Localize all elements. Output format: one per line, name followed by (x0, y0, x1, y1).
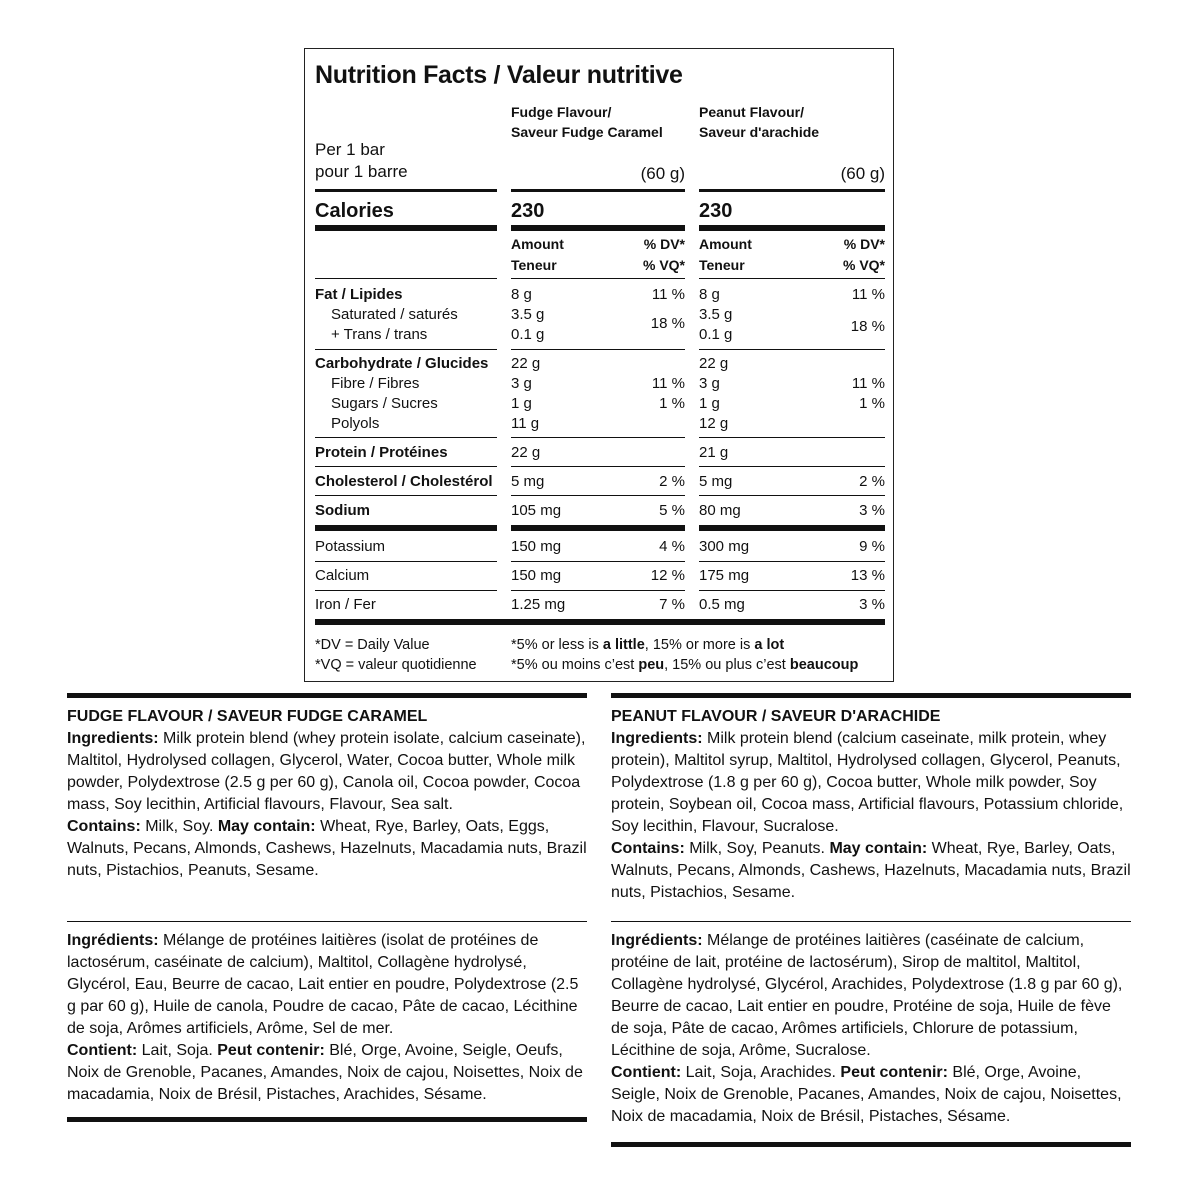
col2-serving-size: (60 g) (840, 164, 885, 183)
panel-rule (67, 693, 587, 698)
serving-en: Per 1 bar (315, 140, 385, 159)
row-fibre-c2: 3 g (699, 375, 720, 392)
row-sugars-label: Sugars / Sucres (331, 395, 438, 412)
text: Wheat, Rye, Barley, Oats, Walnuts, Pecans, Almonds, Cashews, Hazelnuts, Macadamia nuts, Brazil nuts, Pistachios, Sesame. (611, 840, 1131, 901)
rule-thick (511, 225, 685, 231)
rule (699, 278, 885, 279)
row-trans-label: + Trans / trans (331, 326, 428, 343)
row-fibre-c1dv: 11 % (651, 375, 685, 392)
label-bold: Contains: (611, 840, 685, 857)
peanut-contains-fr (611, 1062, 1131, 1128)
rule (699, 189, 885, 192)
row-chol-c2: 5 mg (699, 473, 733, 490)
label-bold: Ingrédients: (67, 932, 159, 949)
row-chol-c2dv: 2 % (859, 473, 885, 490)
row-iron-label: Iron / Fer (315, 596, 376, 613)
row-sat-label: Saturated / saturés (331, 306, 458, 323)
fudge-ingredients-panel (67, 706, 587, 882)
rule (315, 349, 497, 350)
label-bold: Contient: (67, 1042, 138, 1059)
footnote-scale-fr (511, 656, 858, 674)
row-sattrans-c2dv: 18 % (850, 318, 885, 335)
row-calcium-label: Calcium (315, 567, 370, 584)
serving-fr: pour 1 barre (315, 162, 408, 181)
rule (315, 495, 497, 496)
footnote-dv-en: *DV = Daily Value (315, 637, 430, 653)
panel-rule (67, 1117, 587, 1122)
footnote-text: *5% ou moins c’est (511, 657, 639, 673)
col1-amount-en: Amount (511, 236, 564, 252)
row-fat-c2: 8 g (699, 286, 720, 303)
rule (315, 561, 497, 562)
text: Mélange de protéines laitières (isolat de protéines de lactosérum, caséinate de calcium), Maltitol, Collagène hydrolysé, Glycérol, Eau, Beurre de cacao, Lait entier en poudre, Polydextrose (2.5 g par 60 g), Huile de canola, Poudre de cacao, Pâte de cacao, Lécithine de soja, Arômes artificiels, Arôme, Sel de mer. (67, 932, 579, 1037)
label-bold: May contain: (829, 840, 928, 857)
panel-rule (611, 1142, 1131, 1147)
col2-dv-fr: % VQ* (842, 257, 885, 273)
panel-divider (67, 921, 587, 922)
row-polyols-c2: 12 g (699, 415, 729, 432)
footnote-text: *5% or less is (511, 637, 603, 653)
footnote-bold: beaucoup (789, 657, 859, 673)
row-sat-c2: 3.5 g (699, 306, 733, 323)
label-bold: Contient: (611, 1064, 682, 1081)
rule (511, 278, 685, 279)
row-calcium-c2: 175 mg (699, 567, 750, 584)
peanut-ingredients-fr (611, 930, 1131, 1062)
rule (315, 189, 497, 192)
nutrition-facts-table (304, 48, 894, 682)
row-calcium-c1: 150 mg (511, 567, 562, 584)
rule (699, 466, 885, 467)
rule (511, 189, 685, 192)
rule-thick (699, 525, 885, 531)
fudge-ingredients-en (67, 728, 587, 816)
row-potassium-c1dv: 4 % (659, 538, 685, 555)
label-bold: Peut contenir: (217, 1042, 325, 1059)
rule (699, 495, 885, 496)
row-sugars-c2dv: 1 % (859, 395, 885, 412)
footnote-text: , 15% ou plus c’est (664, 657, 790, 673)
row-fat-c2dv: 11 % (851, 286, 885, 303)
rule-thick (699, 225, 885, 231)
row-fat-c1dv: 11 % (651, 286, 685, 303)
text: Lait, Soja, Arachides. (681, 1064, 841, 1081)
footnote-dv-fr: *VQ = valeur quotidienne (315, 657, 477, 673)
rule (699, 349, 885, 350)
rule (511, 349, 685, 350)
rule (511, 495, 685, 496)
row-trans-c2: 0.1 g (699, 326, 733, 343)
rule (699, 561, 885, 562)
text: Blé, Orge, Avoine, Seigle, Noix de Grenoble, Pacanes, Amandes, Noix de cajou, Noisettes, Noix de macadamia, Noix de Brésil, Pistaches, Sésame. (611, 1064, 1122, 1125)
row-protein-c2: 21 g (699, 444, 729, 461)
col1-amount-fr: Teneur (511, 257, 557, 273)
label-bold: May contain: (217, 818, 316, 835)
rule-thick (315, 619, 885, 625)
row-fat-label: Fat / Lipides (315, 286, 403, 303)
row-iron-c1: 1.25 mg (511, 596, 566, 613)
rule (511, 561, 685, 562)
label-bold: Peut contenir: (840, 1064, 948, 1081)
row-potassium-c2dv: 9 % (859, 538, 885, 555)
col2-dv-en: % DV* (843, 236, 885, 252)
row-chol-c1: 5 mg (511, 473, 545, 490)
row-sugars-c1dv: 1 % (659, 395, 685, 412)
peanut-heading: PEANUT FLAVOUR / SAVEUR D'ARACHIDE (611, 708, 941, 725)
row-chol-c1dv: 2 % (659, 473, 685, 490)
label-bold: Ingrédients: (611, 932, 703, 949)
col2-calories: 230 (699, 200, 733, 222)
text: Mélange de protéines laitières (caséinate de calcium, protéine de lait, protéine de lactosérum), Sirop de maltitol, Maltitol, Collagène hydrolysé, Glycérol, Arachides, Polydextrose (1.8 g par 60 g), Beurre de cacao, Lait entier en poudre, Protéine de soja, Huile de fève de soja, Pâte de cacao, Arômes artificiels, Chlorure de potassium, Lécithine de soja, Arôme, Sucralose. (611, 932, 1123, 1059)
col2-name-en: Peanut Flavour/ (699, 104, 805, 120)
rule-thick (511, 525, 685, 531)
row-sodium-label: Sodium (315, 502, 370, 519)
nutrition-title: Nutrition Facts / Valeur nutritive (315, 61, 683, 89)
col1-calories: 230 (511, 200, 545, 222)
row-polyols-c1: 11 g (511, 415, 540, 432)
footnote-text: , 15% or more is (644, 637, 755, 653)
text: Milk protein blend (calcium caseinate, milk protein, whey protein), Maltitol syrup, Maltitol, Hydrolysed collagen, Glycerol, Peanuts, Polydextrose (1.8 g per 60 g), Cocoa butter, Whole milk powder, Soy protein, Soybean oil, Cocoa mass, Artificial flavours, Potassium chloride, Soy lecithin, Flavour, Sucralose. (611, 730, 1124, 835)
footnote-bold: peu (638, 657, 665, 673)
row-calcium-c2dv: 13 % (850, 567, 885, 584)
rule (315, 437, 497, 438)
footnote-scale-en (511, 636, 784, 654)
row-carb-c1: 22 g (511, 355, 541, 372)
row-potassium-c2: 300 mg (699, 538, 750, 555)
panel-divider (611, 921, 1131, 922)
text: Lait, Soja. (137, 1042, 218, 1059)
col1-name-en: Fudge Flavour/ (511, 104, 612, 120)
footnote-bold: a little (602, 637, 645, 653)
peanut-ingredients-panel (611, 706, 1131, 904)
row-fat-c1: 8 g (511, 286, 532, 303)
fudge-heading: FUDGE FLAVOUR / SAVEUR FUDGE CARAMEL (67, 708, 428, 725)
rule (699, 437, 885, 438)
fudge-ingredients-fr-panel (67, 930, 587, 1106)
peanut-contains-en (611, 838, 1131, 904)
row-potassium-c1: 150 mg (511, 538, 562, 555)
label-bold: Ingredients: (611, 730, 703, 747)
row-fibre-label: Fibre / Fibres (331, 375, 420, 392)
row-iron-c2: 0.5 mg (699, 596, 745, 613)
row-carb-c2: 22 g (699, 355, 729, 372)
col1-dv-en: % DV* (643, 236, 685, 252)
row-polyols-label: Polyols (331, 415, 380, 432)
col1-serving-size: (60 g) (640, 164, 685, 183)
footnote-bold: a lot (754, 637, 785, 653)
col2-name-fr: Saveur d'arachide (699, 124, 820, 140)
rule (511, 437, 685, 438)
text: Wheat, Rye, Barley, Oats, Eggs, Walnuts, Pecans, Almonds, Cashews, Hazelnuts, Macadamia nuts, Brazil nuts, Pistachios, Peanuts, Sesame. (67, 818, 587, 879)
row-potassium-label: Potassium (315, 538, 386, 555)
row-fibre-c2dv: 11 % (851, 375, 885, 392)
row-carb-label: Carbohydrate / Glucides (315, 355, 489, 372)
fudge-contains-fr (67, 1040, 587, 1106)
rule-thick (315, 225, 497, 231)
rule (511, 590, 685, 591)
row-protein-label: Protein / Protéines (315, 444, 448, 461)
rule (511, 466, 685, 467)
row-chol-label: Cholesterol / Cholestérol (315, 473, 493, 490)
row-sodium-c2: 80 mg (699, 502, 741, 519)
rule (699, 590, 885, 591)
label-bold: Ingredients: (67, 730, 159, 747)
row-sugars-c2: 1 g (699, 395, 720, 412)
fudge-ingredients-fr (67, 930, 587, 1040)
row-sattrans-c1dv: 18 % (650, 315, 685, 332)
row-protein-c1: 22 g (511, 444, 541, 461)
row-iron-c2dv: 3 % (859, 596, 885, 613)
row-fibre-c1: 3 g (511, 375, 532, 392)
row-sodium-c2dv: 3 % (859, 502, 885, 519)
col2-amount-en: Amount (699, 236, 752, 252)
panel-rule (611, 693, 1131, 698)
col1-dv-fr: % VQ* (642, 257, 685, 273)
text: Milk, Soy. (140, 818, 218, 835)
rule (315, 278, 497, 279)
text: Blé, Orge, Avoine, Seigle, Oeufs, Noix de Grenoble, Pacanes, Amandes, Noix de cajou, Noisettes, Noix de macadamia, Noix de Brésil, Pistaches, Arachides, Sésame. (67, 1042, 583, 1103)
row-sodium-c1: 105 mg (511, 502, 562, 519)
row-sat-c1: 3.5 g (511, 306, 545, 323)
col1-name-fr: Saveur Fudge Caramel (511, 124, 663, 140)
text: Milk, Soy, Peanuts. (684, 840, 830, 857)
row-sodium-c1dv: 5 % (659, 502, 685, 519)
rule (315, 590, 497, 591)
peanut-ingredients-fr-panel (611, 930, 1131, 1128)
peanut-ingredients-en (611, 728, 1131, 838)
row-calcium-c1dv: 12 % (650, 567, 685, 584)
rule (315, 466, 497, 467)
rule-thick (315, 525, 497, 531)
label-bold: Contains: (67, 818, 141, 835)
row-iron-c1dv: 7 % (659, 596, 685, 613)
calories-label: Calories (315, 200, 394, 222)
col2-amount-fr: Teneur (699, 257, 745, 273)
row-trans-c1: 0.1 g (511, 326, 545, 343)
fudge-contains-en (67, 816, 587, 882)
row-sugars-c1: 1 g (511, 395, 532, 412)
text: Milk protein blend (whey protein isolate, calcium caseinate), Maltitol, Hydrolysed collagen, Glycerol, Water, Cocoa butter, Whole milk powder, Polydextrose (2.5 g per 60 g), Canola oil, Cocoa powder, Cocoa mass, Soy lecithin, Artificial flavours, Flavour, Sea salt. (67, 730, 586, 813)
